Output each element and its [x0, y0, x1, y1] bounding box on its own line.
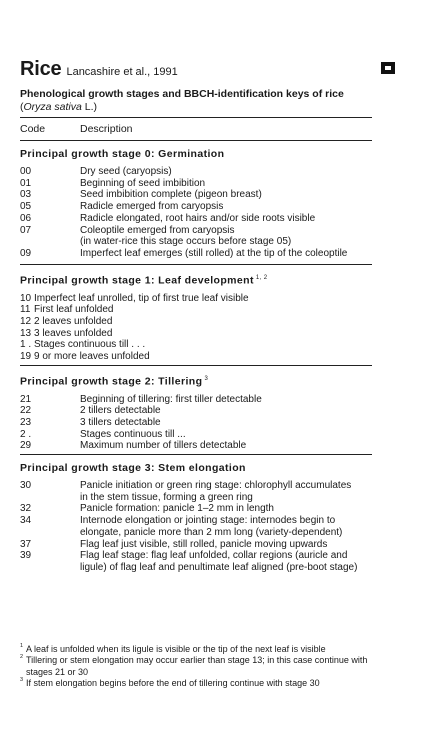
stage-code: 30 [20, 480, 32, 491]
stage-description: Coleoptile emerged from caryopsis [80, 224, 235, 236]
stage-description: Flag leaf just visible, still rolled, panicle moving upwards [80, 538, 328, 550]
species-latin: Oryza sativa [23, 101, 82, 113]
stage-row [20, 304, 372, 316]
stage-code: 03 [20, 189, 32, 201]
section-title-text: Principal growth stage 1: Leaf development [20, 274, 254, 287]
stage-row [20, 417, 372, 429]
section-title-text: Principal growth stage 0: Germination [20, 148, 225, 160]
stage-description: 9 or more leaves unfolded [34, 351, 150, 363]
stage-row [20, 539, 372, 551]
stage-code: 22 [20, 405, 32, 417]
header-rule-top [20, 117, 372, 118]
stage-row [20, 213, 372, 225]
stage-description: Radicle elongated, root hairs and/or side roots visible [80, 212, 316, 224]
stage-code: 10 [20, 292, 32, 304]
stage-row [20, 339, 372, 351]
stage-description: in the stem tissue, forming a green ring [80, 491, 253, 503]
footnote [20, 655, 380, 678]
stage-description: 2 tillers detectable [80, 405, 161, 417]
stage-code: 00 [20, 166, 32, 177]
stage-description: Dry seed (caryopsis) [80, 166, 172, 177]
stage-row [20, 201, 372, 213]
stage-row [20, 293, 372, 305]
stage-description: (in water-rice this stage occurs before stage 05) [80, 236, 292, 248]
stage-row [20, 480, 372, 492]
stage-row [20, 562, 372, 574]
stage-row [20, 316, 372, 328]
stage-description: elongate, panicle more than 2 mm long (variety-dependent) [80, 526, 343, 538]
stage-rows [20, 394, 372, 453]
stage-row [20, 394, 372, 406]
stage-description: Beginning of seed imbibition [80, 177, 206, 189]
stage-code: 05 [20, 201, 32, 213]
footnote-mark: 2 [20, 654, 24, 661]
stage-code: 01 [20, 177, 32, 189]
stage-row [20, 429, 372, 441]
stage-section [20, 373, 372, 452]
footnote-text: Tillering or stem elongation may occur earlier than stage 13; in this case continue with stages 21 or 30 [26, 655, 368, 677]
stage-description: Stages continuous till . . . [34, 339, 146, 351]
footnote-mark: 3 [20, 676, 24, 683]
stage-description: Internode elongation or jointing stage: internodes begin to [80, 515, 336, 527]
header-rule-bottom [20, 140, 372, 141]
footnote [20, 644, 380, 655]
stage-code: 21 [20, 393, 32, 405]
stage-row [20, 178, 372, 190]
section-rule [20, 454, 372, 455]
stage-row [20, 351, 372, 363]
stage-row [20, 405, 372, 417]
species-paren-open: ( [20, 101, 24, 113]
stage-description: Beginning of tillering: first tiller detectable [80, 393, 262, 405]
stage-code: 12 [20, 315, 32, 327]
stage-code: 11 [20, 304, 31, 316]
page-marker-icon [381, 62, 395, 74]
column-header-code: Code [20, 123, 46, 135]
stage-row [20, 236, 372, 248]
section-title [20, 462, 372, 475]
section-title-text: Principal growth stage 2: Tillering [20, 375, 203, 388]
stage-row [20, 225, 372, 237]
section-title [20, 373, 372, 389]
footnote-mark: 1 [20, 643, 24, 649]
species-authority: L.) [81, 101, 98, 113]
stage-description: 3 tillers detectable [80, 416, 161, 428]
stage-code: 34 [20, 515, 32, 527]
stage-rows [20, 480, 372, 574]
stage-description: ligule) of flag leaf and penultimate leaf aligned (pre-boot stage) [80, 561, 358, 573]
stage-row [20, 492, 372, 504]
stage-code: 32 [20, 503, 32, 515]
stage-code: 09 [20, 247, 32, 259]
stage-section [20, 148, 372, 260]
stage-description: Panicle formation: panicle 1–2 mm in length [80, 503, 274, 515]
stage-code: 06 [20, 212, 32, 224]
stage-row [20, 189, 372, 201]
stage-code: 13 [20, 327, 32, 339]
section-rule [20, 264, 372, 265]
stage-row [20, 328, 372, 340]
page-title: Rice [20, 58, 62, 80]
stage-row [20, 166, 372, 178]
footnote-text: If stem elongation begins before the end of tillering continue with stage 30 [26, 677, 320, 688]
title-author: Lancashire et al., 1991 [66, 66, 178, 78]
stage-row [20, 248, 372, 260]
stage-code: 23 [20, 416, 32, 428]
footnote-text: A leaf is unfolded when its ligule is visible or the tip of the next leaf is visible [26, 644, 326, 654]
stage-description: Radicle emerged from caryopsis [80, 201, 224, 213]
stage-section [20, 272, 372, 363]
section-title [20, 272, 372, 288]
species-name [20, 101, 380, 114]
stage-rows [20, 293, 372, 363]
section-title-text: Principal growth stage 3: Stem elongation [20, 462, 246, 474]
stage-rows [20, 166, 372, 260]
stage-row [20, 550, 372, 562]
stage-description: First leaf unfolded [34, 304, 114, 316]
footnote [20, 678, 380, 689]
caption-text: Phenological growth stages and BBCH-identification keys of rice [20, 88, 344, 100]
stage-code: 39 [20, 550, 32, 562]
stage-code: 37 [20, 538, 32, 550]
stage-code: 07 [20, 224, 32, 236]
stage-description: Maximum number of tillers detectable [80, 440, 247, 452]
stage-description: Stages continuous till ... [80, 428, 186, 440]
footnote-ref: 1, 2 [253, 275, 268, 281]
stage-description: Seed imbibition complete (pigeon breast) [80, 189, 262, 201]
stage-code: 1 . [20, 339, 32, 351]
footnotes [20, 644, 380, 689]
stage-row [20, 527, 372, 539]
column-header-description: Description [80, 123, 133, 135]
stage-description: Panicle initiation or green ring stage: chlorophyll accumulates [80, 480, 352, 491]
table-caption [20, 88, 380, 114]
stage-code: 29 [20, 440, 32, 452]
section-title [20, 148, 372, 161]
footnote-ref: 3 [202, 376, 209, 382]
stage-description: Imperfect leaf emerges (still rolled) at the tip of the coleoptile [80, 247, 348, 259]
stage-description: 3 leaves unfolded [34, 327, 113, 339]
stage-row [20, 515, 372, 527]
stage-row [20, 503, 372, 515]
stage-code: 2 . [20, 428, 32, 440]
stage-row [20, 440, 372, 452]
stage-code: 19 [20, 351, 32, 363]
stage-section [20, 462, 372, 574]
section-rule [20, 365, 372, 366]
title-row [20, 58, 178, 81]
stage-description: Imperfect leaf unrolled, tip of first true leaf visible [34, 292, 249, 304]
stage-description: Flag leaf stage: flag leaf unfolded, collar regions (auricle and [80, 550, 348, 562]
stage-description: 2 leaves unfolded [34, 315, 113, 327]
